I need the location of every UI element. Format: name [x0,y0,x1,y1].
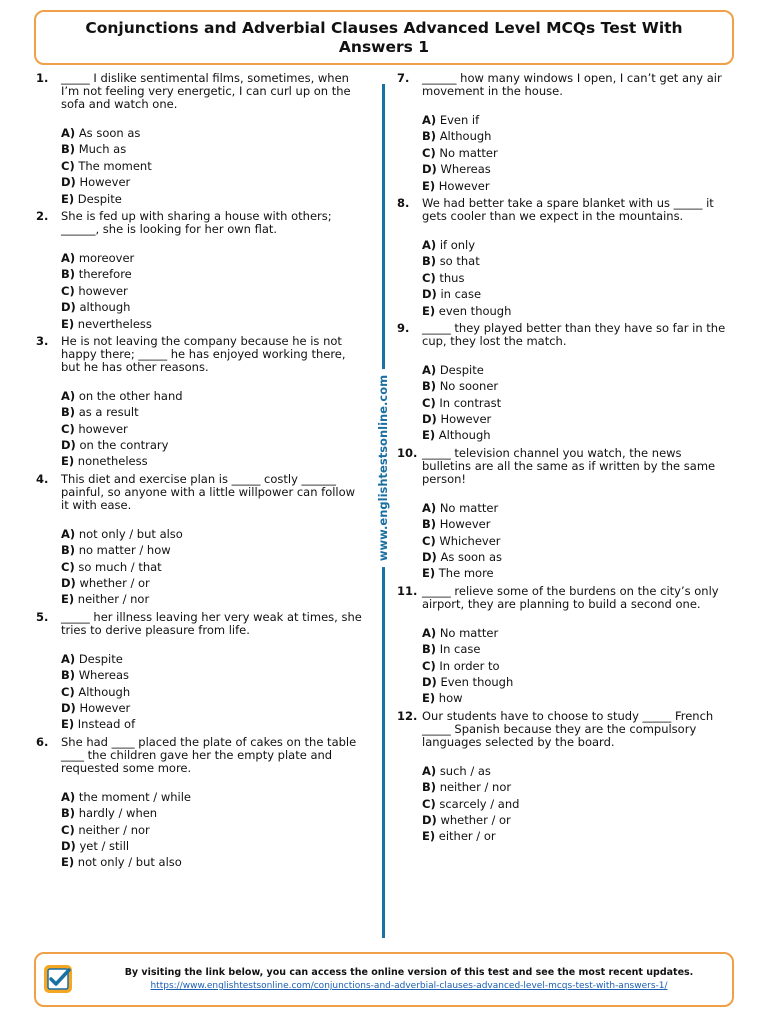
question-number: 1. [36,71,49,85]
option-label: In contrast [439,395,502,410]
answer-option[interactable] [422,145,727,161]
option-letter: B) [61,142,76,157]
checkbox-check-icon [42,963,74,995]
question-number: 6. [36,734,49,749]
answer-option[interactable] [61,651,366,667]
option-letter: A) [61,651,76,666]
answer-option[interactable] [61,789,366,805]
option-letter: E) [422,178,436,193]
answer-option[interactable] [61,191,366,207]
answer-option[interactable] [422,549,727,565]
option-label: neither / nor [77,592,150,607]
option-label: so that [439,254,480,269]
option-letter: B) [422,517,437,532]
option-label: However [440,412,492,427]
question-item [36,210,366,335]
option-label: Despite [77,191,122,206]
option-label: Instead of [77,717,136,732]
answer-option[interactable] [422,362,727,378]
answer-option[interactable] [61,388,366,404]
answer-option[interactable] [422,286,727,302]
option-letter: B) [61,806,76,821]
option-letter: D) [61,175,76,190]
option-label: neither / nor [439,780,512,795]
footer-link[interactable]: https://www.englishtestsonline.com/conjunctions-and-adverbial-clauses-advanced-level-mcqs-test-with-answers-1/ [150,981,668,991]
option-label: No matter [439,625,499,640]
option-label: either / or [438,829,496,844]
option-label: neither / nor [78,822,150,837]
option-letter: B) [422,254,437,269]
answer-option[interactable] [61,125,366,141]
option-label: Despite [439,362,484,377]
option-label: on the contrary [79,438,169,453]
answer-option[interactable] [61,684,366,700]
answer-option[interactable] [422,779,727,795]
answer-option[interactable] [422,128,727,144]
answer-option[interactable] [61,822,366,838]
title-box [34,10,734,65]
question-item [36,736,366,874]
question-text: _____ relieve some of the burdens on the city’s only airport, they are planning to build a second one. [422,583,719,611]
question-item [397,585,727,710]
question-text: _____ they played better than they have so far in the cup, they lost the match. [422,320,726,348]
option-label: nevertheless [77,316,152,331]
answer-option[interactable] [422,161,727,177]
option-label: In order to [439,658,500,673]
answer-option[interactable] [61,700,366,716]
option-label: moreover [78,250,135,265]
option-letter: D) [61,576,76,591]
answer-option[interactable] [422,625,727,641]
answer-option[interactable] [61,716,366,732]
question-item [397,447,727,585]
answer-option[interactable] [61,250,366,266]
answer-option[interactable] [61,437,366,453]
option-label: Despite [78,651,123,666]
option-letter: B) [61,267,76,282]
question-text: She had ____ placed the plate of cakes on the table ____ the children gave her the empty plate and requested some more. [61,734,357,775]
question-text: She is fed up with sharing a house with others; ______, she is looking for her own flat. [61,208,332,236]
option-label: The moment [78,158,152,173]
option-letter: A) [422,237,437,252]
option-label: However [438,178,490,193]
option-letter: A) [61,789,76,804]
answer-option[interactable] [61,667,366,683]
question-number: 5. [36,609,49,624]
option-label: whether / or [79,576,150,591]
question-number: 11. [397,583,418,598]
option-label: However [439,517,491,532]
question-number: 8. [397,195,410,210]
option-letter: C) [61,684,75,699]
option-label: However [79,175,131,190]
option-label: therefore [78,267,132,282]
answer-option[interactable] [61,299,366,315]
option-label: whether / or [440,812,511,827]
option-label: scarcely / and [439,796,520,811]
option-label: not only / but also [77,855,182,870]
option-letter: D) [61,700,76,715]
option-label: such / as [439,763,491,778]
answer-option[interactable] [422,303,727,319]
option-letter: E) [61,316,75,331]
answer-option[interactable] [61,141,366,157]
answer-option[interactable] [61,838,366,854]
option-letter: B) [422,780,437,795]
option-label: although [79,300,131,315]
option-letter: B) [422,129,437,144]
answer-option[interactable] [422,427,727,443]
question-item [397,72,727,197]
option-label: however [78,421,128,436]
answer-option[interactable] [422,533,727,549]
answer-option[interactable] [61,453,366,469]
answer-option[interactable] [61,421,366,437]
answer-option[interactable] [422,178,727,194]
option-label: not only / but also [78,526,183,541]
option-label: thus [439,270,465,285]
answer-option[interactable] [422,763,727,779]
option-label: The more [438,566,494,581]
side-website-url: www.englishtestsonline.com [376,369,390,567]
question-number: 7. [397,71,410,85]
option-label: In case [439,642,481,657]
question-number: 4. [36,471,49,486]
option-label: yet / still [79,838,130,853]
question-text: Our students have to choose to study _____ French _____ Spanish because they are the compulsory languages selected by the board. [422,708,714,749]
question-number: 12. [397,708,418,723]
answer-option[interactable] [422,641,727,657]
answer-option[interactable] [422,411,727,427]
option-letter: B) [422,642,437,657]
option-letter: C) [422,145,436,160]
option-letter: A) [61,126,76,140]
answer-option[interactable] [61,404,366,420]
option-letter: D) [61,838,76,853]
option-letter: B) [61,405,76,420]
option-letter: E) [422,428,436,443]
answer-option[interactable] [422,796,727,812]
answer-option[interactable] [422,516,727,532]
answer-option[interactable] [61,805,366,821]
option-label: even though [438,303,512,318]
option-label: nonetheless [77,454,148,469]
option-label: Whereas [78,668,130,683]
option-label: if only [439,237,476,252]
question-number: 10. [397,445,418,460]
option-letter: C) [61,559,75,574]
option-letter: D) [61,300,76,315]
option-label: however [78,283,128,298]
answer-option[interactable] [61,174,366,190]
question-item [36,611,366,736]
option-label: No sooner [439,379,499,394]
option-label: No matter [439,145,498,160]
option-label: Whereas [440,162,491,177]
answer-option[interactable] [422,812,727,828]
answer-option[interactable] [422,112,727,128]
option-label: no matter / how [78,543,171,558]
option-letter: C) [422,658,436,673]
option-letter: A) [61,526,76,541]
option-letter: C) [61,421,75,436]
answer-option[interactable] [61,591,366,607]
option-letter: D) [422,674,437,689]
option-letter: A) [422,362,437,377]
question-text: He is not leaving the company because he is not happy there; _____ he has enjoyed working there, but he has other reasons. [61,333,346,374]
answer-option[interactable] [422,378,727,394]
option-letter: A) [61,388,76,403]
page-title: Conjunctions and Adverbial Clauses Advanced Level MCQs Test With Answers 1 [85,18,683,56]
option-letter: E) [422,303,436,318]
question-number: 3. [36,333,49,348]
question-item [36,72,366,210]
option-letter: A) [61,250,76,265]
option-letter: D) [422,550,437,565]
option-label: how [438,691,463,706]
option-label: as a result [78,405,139,420]
option-letter: E) [422,691,436,706]
question-text: This diet and exercise plan is _____ costly ______ painful, so anyone with a little willpower can follow it with ease. [61,471,356,512]
question-item [36,473,366,611]
question-text: ______ how many windows I open, I can’t get any air movement in the house. [422,71,722,98]
answer-option[interactable] [422,828,727,844]
answer-option[interactable] [61,559,366,575]
option-letter: D) [422,287,437,302]
answer-option[interactable] [61,266,366,282]
question-text: _____ television channel you watch, the news bulletins are all the same as if written by the same person! [422,445,716,486]
answer-option[interactable] [422,395,727,411]
option-letter: B) [61,543,76,558]
question-text: _____ her illness leaving her very weak at times, she tries to derive pleasure from life. [61,609,362,637]
option-letter: C) [61,283,75,298]
option-label: on the other hand [78,388,183,403]
answer-option[interactable] [61,316,366,332]
footer-box [34,952,734,1007]
option-letter: A) [422,625,437,640]
option-label: Even though [440,674,514,689]
answer-option[interactable] [422,674,727,690]
option-label: in case [440,287,482,302]
option-letter: E) [422,566,436,581]
answer-option[interactable] [61,854,366,870]
answer-option[interactable] [61,526,366,542]
answer-option[interactable] [422,658,727,674]
option-letter: C) [422,533,436,548]
questions-column-left [36,72,366,874]
question-text: We had better take a spare blanket with us _____ it gets cooler than we expect in the mountains. [422,195,714,223]
option-letter: B) [61,668,76,683]
answer-option[interactable] [61,542,366,558]
option-label: Much as [78,142,127,157]
option-letter: E) [61,717,75,732]
answer-option[interactable] [61,575,366,591]
option-label: Whichever [439,533,501,548]
option-letter: C) [61,158,75,173]
option-letter: C) [422,270,436,285]
option-letter: C) [422,796,436,811]
answer-option[interactable] [422,500,727,516]
footer-text: By visiting the link below, you can access the online version of this test and see the most recent updates. [124,967,694,978]
answer-option[interactable] [61,158,366,174]
answer-option[interactable] [422,253,727,269]
question-item [397,197,727,322]
option-label: As soon as [440,550,503,565]
option-letter: E) [61,454,75,469]
option-label: As soon as [78,126,141,140]
option-label: hardly / when [78,806,158,821]
option-label: However [79,700,131,715]
answer-option[interactable] [61,283,366,299]
question-item [397,322,727,447]
answer-option[interactable] [422,565,727,581]
question-number: 9. [397,320,410,335]
option-label: Although [78,684,131,699]
option-letter: E) [61,592,75,607]
answer-option[interactable] [422,690,727,706]
option-label: No matter [439,500,499,515]
option-letter: A) [422,113,437,127]
option-letter: D) [422,812,437,827]
option-letter: E) [61,191,75,206]
option-letter: B) [422,379,437,394]
option-letter: D) [422,162,437,177]
option-letter: D) [422,412,437,427]
option-letter: C) [61,822,75,837]
questions-column-right [397,72,727,848]
option-letter: A) [422,500,437,515]
answer-option[interactable] [422,237,727,253]
question-number: 2. [36,208,49,223]
option-label: so much / that [78,559,162,574]
option-label: Although [439,129,492,144]
option-label: Even if [439,113,480,127]
option-letter: E) [61,855,75,870]
option-letter: E) [422,829,436,844]
question-item [36,335,366,473]
question-text: _____ I dislike sentimental films, sometimes, when I’m not feeling very energetic, I can curl up on the sofa and watch one. [61,71,351,111]
option-label: the moment / while [78,789,191,804]
option-letter: A) [422,763,437,778]
answer-option[interactable] [422,270,727,286]
option-label: Although [438,428,491,443]
question-item [397,710,727,848]
option-letter: C) [422,395,436,410]
option-letter: D) [61,438,76,453]
